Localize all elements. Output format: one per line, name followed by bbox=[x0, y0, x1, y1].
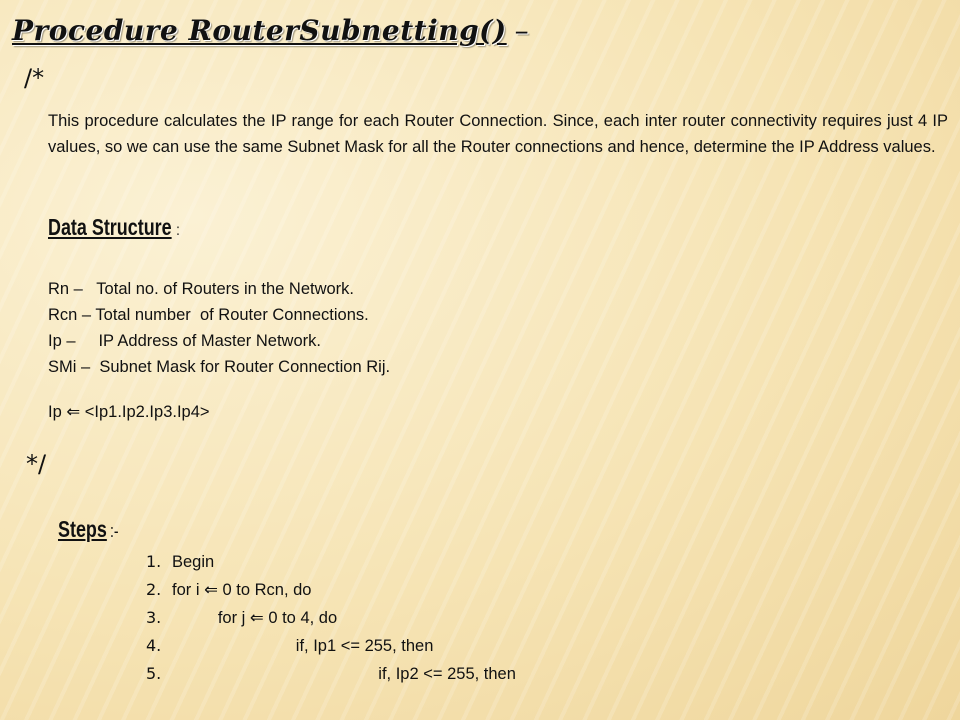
data-structure-colon: : bbox=[176, 222, 180, 239]
comment-open-marker: /* bbox=[24, 64, 45, 92]
step-number: 4. bbox=[146, 636, 162, 655]
ip-assignment-line: Ip ⇐ <Ip1.Ip2.Ip3.Ip4> bbox=[48, 403, 210, 421]
comment-close-marker: */ bbox=[26, 450, 47, 478]
steps-heading-text: Steps bbox=[58, 516, 107, 542]
step-text: for j ⇐ 0 to 4, do bbox=[172, 609, 338, 627]
step-number: 5. bbox=[146, 664, 162, 683]
title-text: Procedure RouterSubnetting() bbox=[12, 14, 507, 47]
step-item bbox=[146, 604, 516, 632]
step-number: 3. bbox=[146, 608, 162, 627]
slide-title bbox=[12, 14, 529, 47]
step-text: for i ⇐ 0 to Rcn, do bbox=[172, 581, 312, 599]
step-text: if, Ip1 <= 255, then bbox=[172, 637, 434, 655]
step-text: Begin bbox=[172, 553, 215, 571]
step-item bbox=[146, 548, 516, 576]
steps-heading bbox=[58, 516, 119, 543]
step-number: 1. bbox=[146, 552, 162, 571]
step-item bbox=[146, 632, 516, 660]
data-structure-item: Ip – IP Address of Master Network. bbox=[48, 332, 321, 350]
data-structure-item: Rcn – Total number of Router Connections. bbox=[48, 306, 369, 324]
procedure-description: This procedure calculates the IP range for each Router Connection. Since, each inter router connectivity requires just 4 IP values, so we can use the same Subnet Mask for all the Router connections and hence, determine the IP Address values. bbox=[48, 112, 948, 156]
step-item bbox=[146, 576, 516, 604]
data-structure-list bbox=[48, 276, 390, 380]
steps-list bbox=[146, 548, 516, 688]
data-structure-item: SMi – Subnet Mask for Router Connection Rij. bbox=[48, 358, 391, 376]
data-structure-heading bbox=[48, 214, 180, 241]
step-text: if, Ip2 <= 255, then bbox=[172, 665, 516, 683]
data-structure-item: Rn – Total no. of Routers in the Network. bbox=[48, 280, 355, 298]
step-number: 2. bbox=[146, 580, 162, 599]
step-item bbox=[146, 660, 516, 688]
data-structure-heading-text: Data Structure bbox=[48, 214, 172, 240]
title-dash: – bbox=[514, 14, 530, 47]
steps-colon: :- bbox=[109, 521, 119, 541]
